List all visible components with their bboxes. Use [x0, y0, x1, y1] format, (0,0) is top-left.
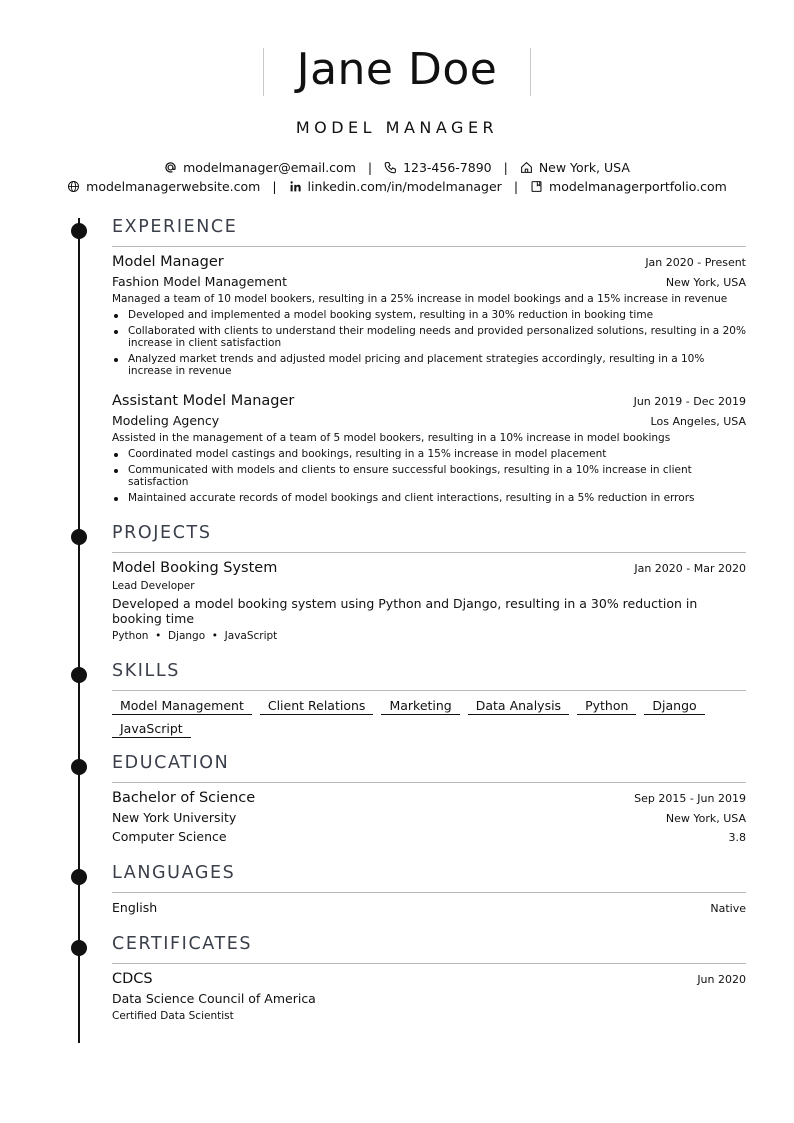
website-link[interactable]: modelmanagerwebsite.com [86, 179, 261, 194]
job-company: Modeling Agency [112, 413, 220, 428]
timeline-line [78, 218, 80, 1043]
job-bullet: Collaborated with clients to understand their modeling needs and provided personalized solutions, resulting in a 20% increase in client satisfaction [128, 325, 746, 349]
timeline-dot [71, 667, 87, 683]
degree: Bachelor of Science [112, 790, 256, 806]
contact-separator: | [513, 179, 519, 194]
languages-heading: LANGUAGES [112, 863, 236, 883]
job-bullet: Communicated with models and clients to ensure successful bookings, resulting in a 10% increase in client satisfaction [128, 464, 692, 488]
section-divider [112, 552, 746, 553]
projects-heading: PROJECTS [112, 523, 212, 543]
education-heading: EDUCATION [112, 753, 230, 773]
bullet-dot [114, 330, 118, 334]
certificate-issuer: Data Science Council of America [112, 991, 316, 1006]
timeline-dot [71, 869, 87, 885]
timeline-dot [71, 223, 87, 239]
home-icon [520, 160, 539, 175]
job-bullet: Analyzed market trends and adjusted model pricing and placement strategies accordingly, resulting in a 10% increase in revenue [128, 353, 705, 377]
linkedin-link[interactable]: linkedin.com/in/modelmanager [307, 179, 502, 194]
section-divider [112, 690, 746, 691]
school: New York University [112, 810, 237, 825]
certificate-description: Certified Data Scientist [112, 1010, 234, 1022]
project-role: Lead Developer [112, 580, 195, 592]
skill-tag: Python [577, 696, 636, 715]
timeline-dot [71, 529, 87, 545]
phone-icon [384, 160, 403, 175]
job-company: Fashion Model Management [112, 274, 287, 289]
contact-separator: | [367, 160, 373, 175]
certificate-name: CDCS [112, 971, 153, 987]
bullet-dot [114, 497, 118, 501]
project-tech: Python • Django • JavaScript [112, 630, 278, 642]
job-dates: Jun 2019 - Dec 2019 [633, 395, 746, 408]
portfolio-link[interactable]: modelmanagerportfolio.com [549, 179, 727, 194]
project-description: Developed a model booking system using Python and Django, resulting in a 30% reduction in booking time [112, 596, 698, 626]
job-dates: Jan 2020 - Present [645, 256, 746, 269]
project-name: Model Booking System [112, 560, 278, 576]
location-text: New York, USA [538, 160, 630, 175]
job-location: Los Angeles, USA [650, 415, 746, 428]
candidate-title: MODEL MANAGER [295, 118, 499, 137]
skill-tag: Data Analysis [468, 696, 569, 715]
certificate-date: Jun 2020 [697, 973, 746, 986]
contact-separator: | [272, 179, 277, 194]
candidate-name: Jane Doe [296, 44, 498, 95]
skill-tag: Client Relations [260, 696, 374, 715]
email-link[interactable]: modelmanager@email.com [183, 160, 356, 175]
language-level: Native [710, 902, 746, 915]
timeline-dot [71, 940, 87, 956]
job-bullet: Maintained accurate records of model bookings and client interactions, resulting in a 5% reduction in errors [128, 492, 695, 504]
education-dates: Sep 2015 - Jun 2019 [634, 792, 746, 805]
portfolio-icon [530, 179, 549, 194]
field-of-study: Computer Science [112, 829, 227, 844]
gpa: 3.8 [728, 831, 746, 844]
section-divider [112, 963, 746, 964]
language-name: English [112, 900, 158, 915]
job-location: New York, USA [665, 276, 746, 289]
school-location: New York, USA [665, 812, 746, 825]
experience-heading: EXPERIENCE [112, 217, 238, 237]
job-title: Assistant Model Manager [112, 393, 295, 409]
job-bullet: Coordinated model castings and bookings, resulting in a 15% increase in model placement [128, 448, 607, 460]
section-divider [112, 892, 746, 893]
section-divider [112, 782, 746, 783]
skills-heading: SKILLS [112, 661, 180, 681]
job-summary: Assisted in the management of a team of 5 model bookers, resulting in a 10% increase in model bookings [112, 432, 671, 444]
certificates-heading: CERTIFICATES [112, 934, 253, 954]
bullet-dot [114, 453, 118, 457]
job-title: Model Manager [112, 254, 224, 270]
linkedin-icon [289, 179, 308, 194]
phone-text[interactable]: 123-456-7890 [403, 160, 492, 175]
section-divider [112, 246, 746, 247]
bullet-dot [114, 469, 118, 473]
job-summary: Managed a team of 10 model bookers, resulting in a 25% increase in model bookings and a 15% increase in revenue [112, 293, 728, 305]
bullet-dot [114, 314, 118, 318]
contact-separator: | [503, 160, 508, 175]
skill-tag: Django [644, 696, 704, 715]
skills-list [112, 696, 752, 738]
skill-tag: Model Management [112, 696, 252, 715]
project-dates: Jan 2020 - Mar 2020 [634, 562, 746, 575]
bullet-dot [114, 358, 118, 362]
email-icon [164, 160, 183, 175]
contact-line-1 [0, 160, 794, 175]
job-bullet: Developed and implemented a model booking system, resulting in a 30% reduction in booking time [128, 309, 654, 321]
skill-tag: JavaScript [112, 719, 191, 738]
globe-icon [67, 179, 86, 194]
skill-tag: Marketing [381, 696, 459, 715]
timeline-dot [71, 759, 87, 775]
contact-line-2 [0, 179, 794, 194]
